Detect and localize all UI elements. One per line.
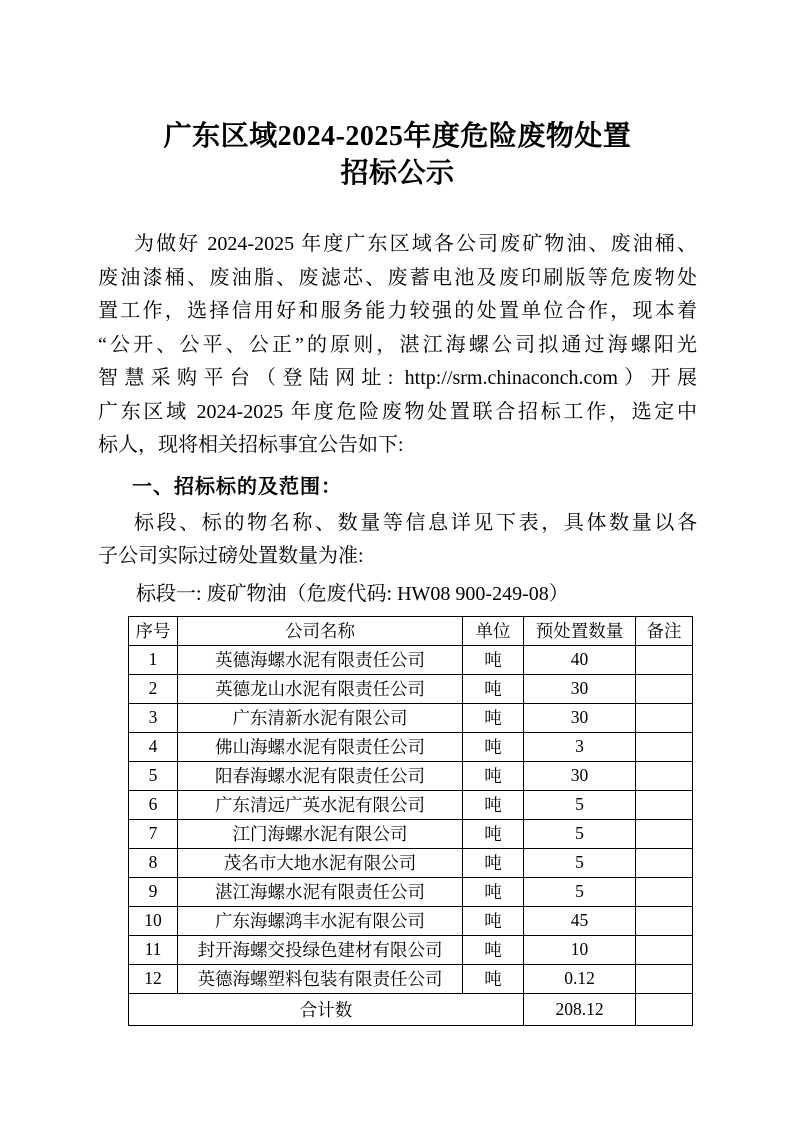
table-row [129, 906, 693, 935]
total-qty: 208.12 [524, 993, 636, 1025]
table-row [129, 819, 693, 848]
cell-company: 广东清新水泥有限公司 [178, 703, 463, 732]
cell-company: 英德海螺塑料包装有限责任公司 [178, 964, 463, 993]
cell-remark [636, 935, 693, 964]
cell-no: 3 [129, 703, 178, 732]
cell-no: 4 [129, 732, 178, 761]
table-row [129, 645, 693, 674]
cell-company: 湛江海螺水泥有限责任公司 [178, 877, 463, 906]
cell-company: 英德海螺水泥有限责任公司 [178, 645, 463, 674]
cell-qty: 45 [524, 906, 636, 935]
cell-no: 1 [129, 645, 178, 674]
cell-no: 10 [129, 906, 178, 935]
table-row [129, 732, 693, 761]
table-row [129, 674, 693, 703]
cell-qty: 10 [524, 935, 636, 964]
table-row [129, 761, 693, 790]
table-row [129, 877, 693, 906]
cell-unit: 吨 [463, 674, 524, 703]
col-header-no: 序号 [129, 616, 178, 645]
total-label: 合计数 [129, 993, 524, 1025]
col-header-remark: 备注 [636, 616, 693, 645]
intro-line: 置工作，选择信用好和服务能力较强的处置单位合作，现本着 [98, 300, 697, 322]
cell-qty: 5 [524, 848, 636, 877]
cell-qty: 5 [524, 877, 636, 906]
intro-paragraph [98, 228, 697, 463]
table-header-row [129, 616, 693, 645]
company-table [128, 616, 693, 1026]
cell-unit: 吨 [463, 848, 524, 877]
cell-unit: 吨 [463, 819, 524, 848]
cell-no: 6 [129, 790, 178, 819]
company-table-body [129, 645, 693, 993]
cell-unit: 吨 [463, 964, 524, 993]
table-row [129, 790, 693, 819]
intro-line: 废油漆桶、废油脂、废滤芯、废蓄电池及废印刷版等危废物处 [98, 266, 697, 289]
cell-company: 广东清远广英水泥有限公司 [178, 790, 463, 819]
intro-line: “公开、公平、公正”的原则，湛江海螺公司拟通过海螺阳光 [98, 333, 697, 356]
cell-remark [636, 790, 693, 819]
cell-qty: 30 [524, 674, 636, 703]
title-line-2: 招标公示 [340, 158, 455, 189]
cell-no: 9 [129, 877, 178, 906]
cell-unit: 吨 [463, 703, 524, 732]
cell-unit: 吨 [463, 761, 524, 790]
cell-remark [636, 703, 693, 732]
cell-company: 封开海螺交投绿色建材有限公司 [178, 935, 463, 964]
lot-label: 标段一: 废矿物油（危废代码: HW08 900-249-08） [136, 582, 569, 605]
cell-qty: 30 [524, 703, 636, 732]
table-row [129, 703, 693, 732]
intro-line: 广东区域 2024-2025 年度危险废物处置联合招标工作，选定中 [98, 400, 697, 423]
table-row [129, 964, 693, 993]
intro-line: 为做好 2024-2025 年度广东区域各公司废矿物油、废油桶、 [134, 233, 697, 255]
section-description [98, 507, 697, 574]
cell-remark [636, 906, 693, 935]
total-remark [636, 993, 693, 1025]
cell-no: 12 [129, 964, 178, 993]
col-header-unit: 单位 [463, 616, 524, 645]
cell-unit: 吨 [463, 790, 524, 819]
cell-remark [636, 761, 693, 790]
cell-company: 茂名市大地水泥有限公司 [178, 848, 463, 877]
desc-line: 标段、标的物名称、数量等信息详见下表，具体数量以各 [134, 511, 697, 534]
desc-line: 子公司实际过磅处置数量为准: [98, 545, 364, 567]
cell-no: 2 [129, 674, 178, 703]
cell-remark [636, 877, 693, 906]
cell-remark [636, 848, 693, 877]
cell-qty: 3 [524, 732, 636, 761]
cell-company: 阳春海螺水泥有限责任公司 [178, 761, 463, 790]
cell-no: 5 [129, 761, 178, 790]
cell-remark [636, 964, 693, 993]
total-row [129, 993, 693, 1025]
cell-company: 江门海螺水泥有限公司 [178, 819, 463, 848]
cell-remark [636, 645, 693, 674]
intro-line: 智慧采购平台（登陆网址: http://srm.chinaconch.com）开展 [98, 367, 697, 389]
cell-company: 佛山海螺水泥有限责任公司 [178, 732, 463, 761]
cell-qty: 5 [524, 819, 636, 848]
col-header-qty: 预处置数量 [524, 616, 636, 645]
cell-unit: 吨 [463, 877, 524, 906]
cell-unit: 吨 [463, 645, 524, 674]
col-header-company: 公司名称 [178, 616, 463, 645]
table-row [129, 935, 693, 964]
title-line-1: 广东区域2024-2025年度危险废物处置 [163, 121, 632, 152]
document-title [98, 118, 697, 192]
cell-unit: 吨 [463, 732, 524, 761]
cell-qty: 40 [524, 645, 636, 674]
intro-line: 标人，现将相关招标事宜公告如下: [98, 434, 404, 456]
cell-qty: 0.12 [524, 964, 636, 993]
cell-no: 8 [129, 848, 178, 877]
cell-no: 11 [129, 935, 178, 964]
table-row [129, 848, 693, 877]
cell-qty: 5 [524, 790, 636, 819]
cell-remark [636, 674, 693, 703]
section-heading: 一、招标标的及范围： [132, 475, 342, 498]
cell-company: 广东海螺鸿丰水泥有限公司 [178, 906, 463, 935]
cell-qty: 30 [524, 761, 636, 790]
cell-company: 英德龙山水泥有限责任公司 [178, 674, 463, 703]
cell-remark [636, 732, 693, 761]
cell-remark [636, 819, 693, 848]
cell-unit: 吨 [463, 906, 524, 935]
cell-no: 7 [129, 819, 178, 848]
cell-unit: 吨 [463, 935, 524, 964]
